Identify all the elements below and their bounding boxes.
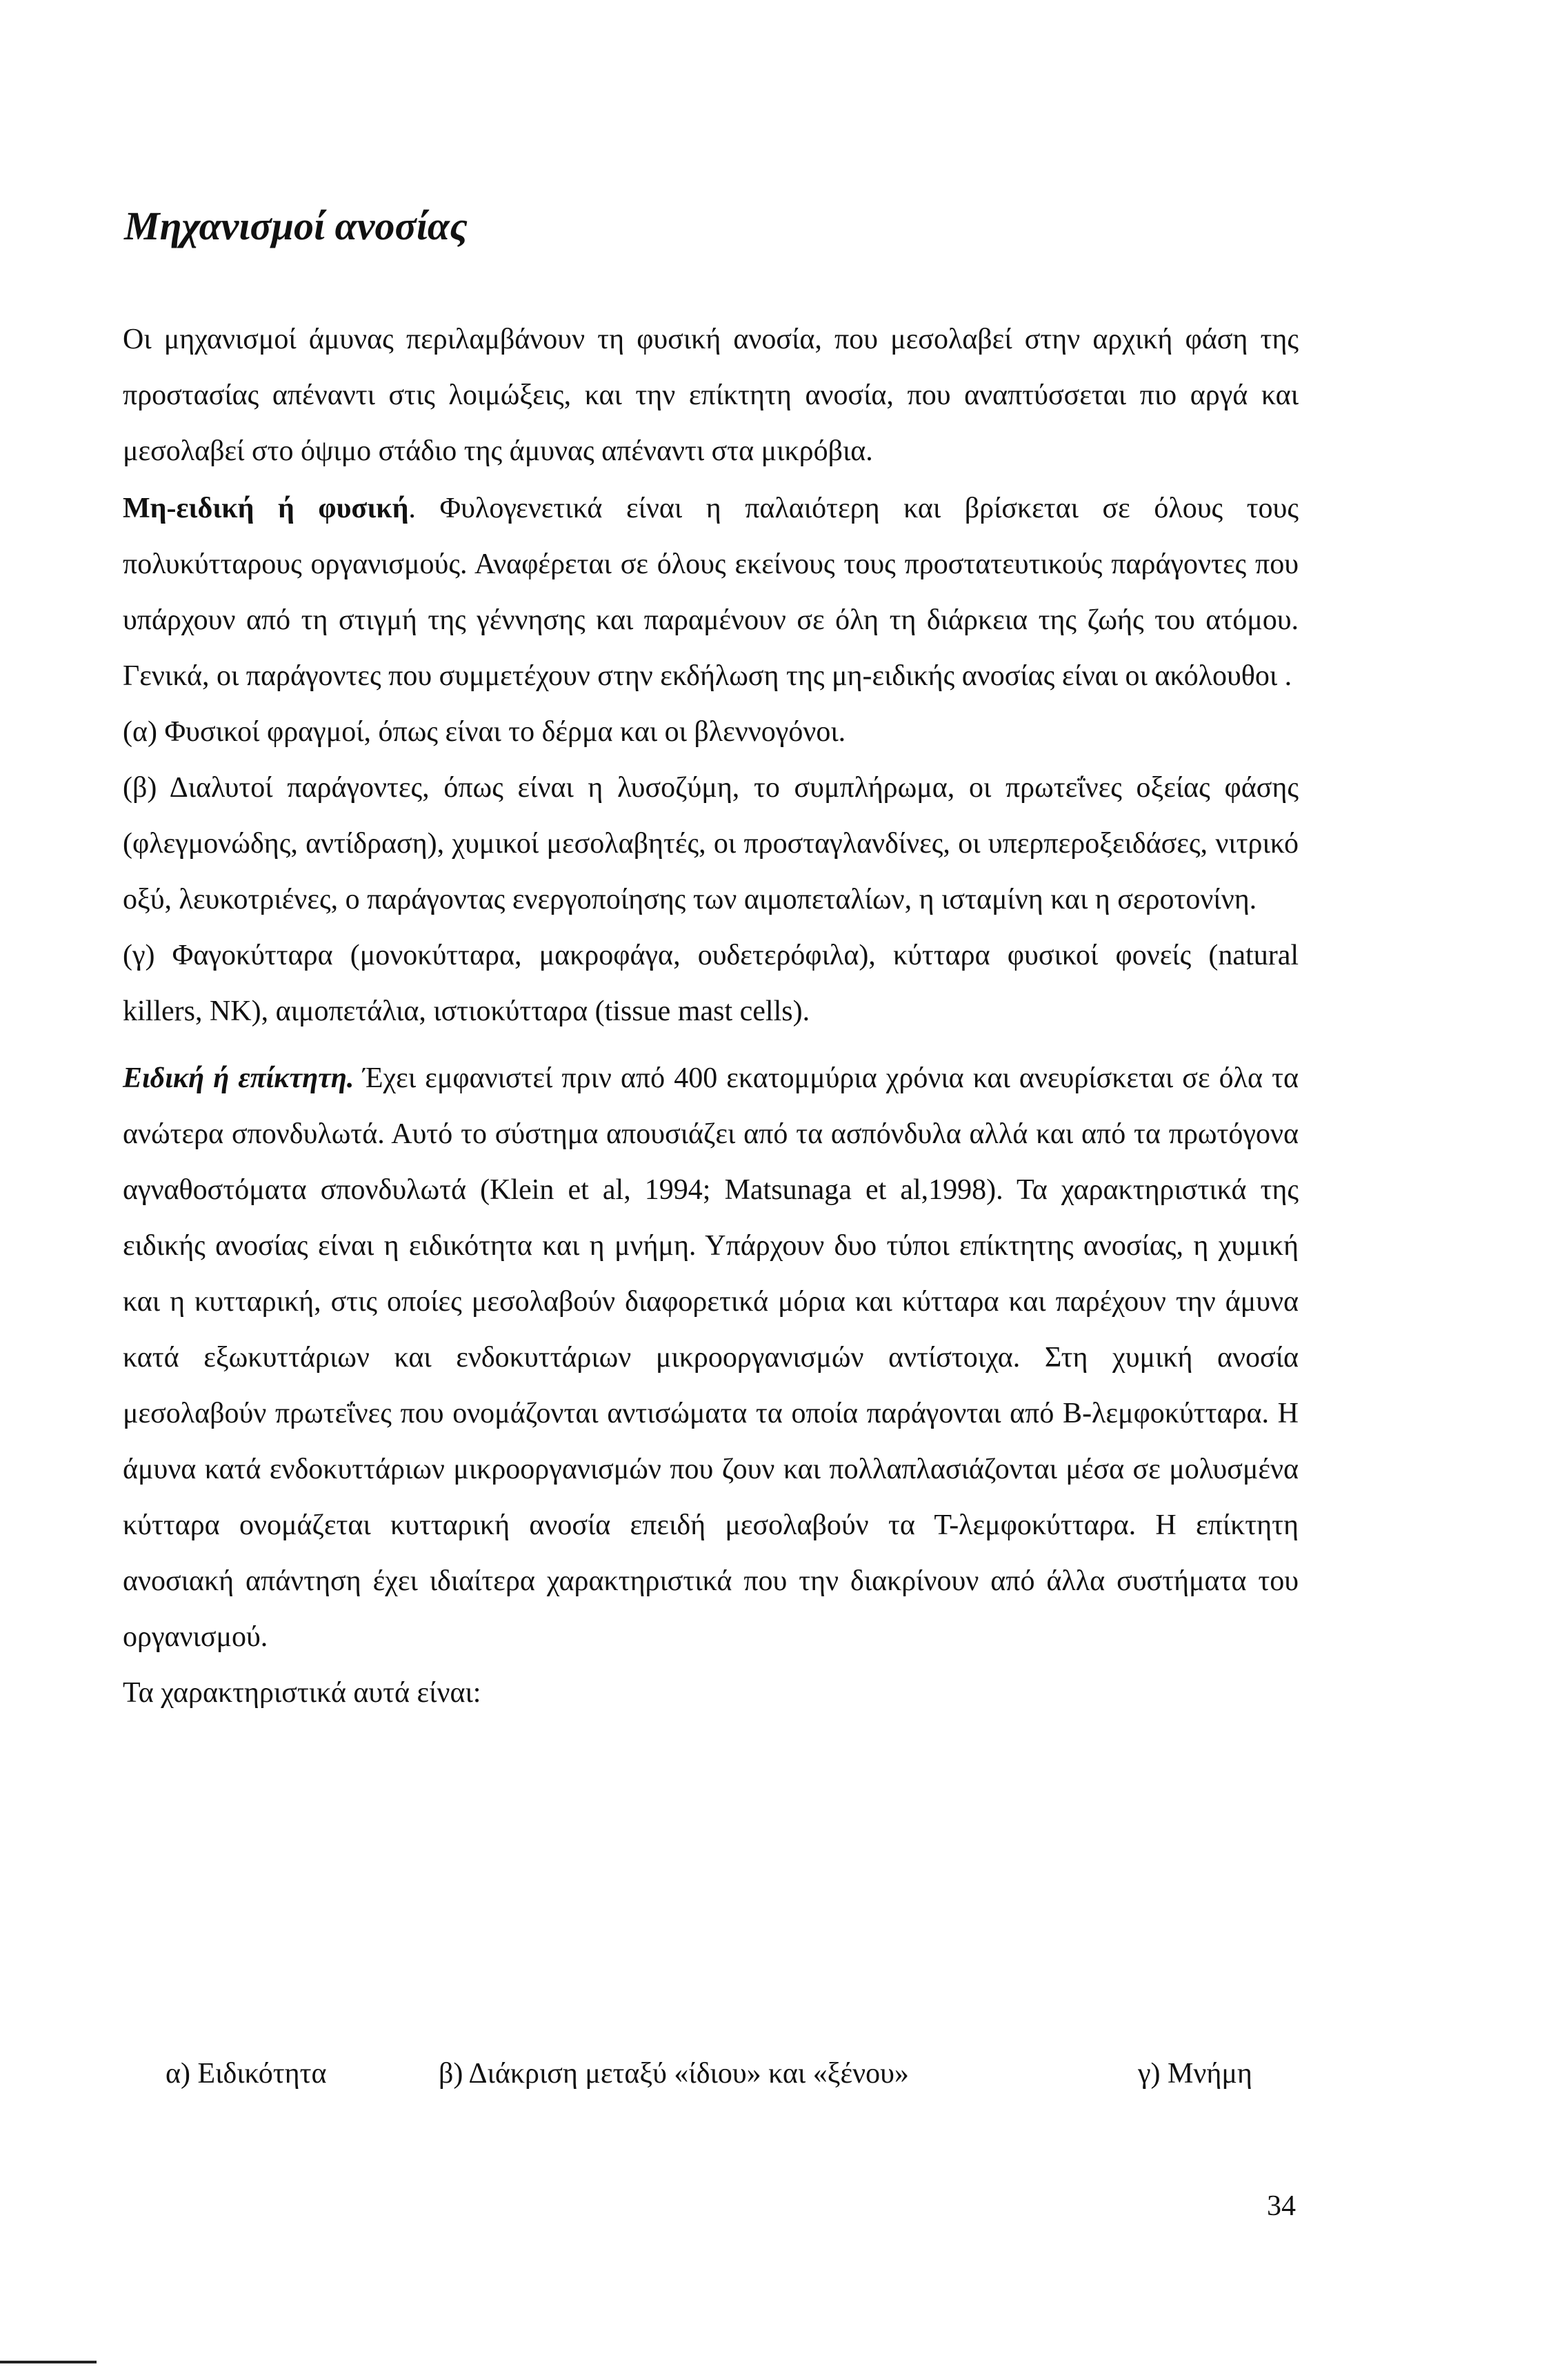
adaptive-immunity-paragraph bbox=[123, 1051, 1299, 1665]
innate-immunity-paragraph bbox=[123, 481, 1299, 704]
page-number: 34 bbox=[1267, 2190, 1296, 2222]
footer-rule bbox=[0, 2361, 97, 2363]
innate-immunity-term: Μη-ειδική ή φυσική bbox=[123, 493, 409, 524]
intro-paragraph: Οι μηχανισμοί άμυνας περιλαμβάνουν τη φυσική ανοσία, που μεσολαβεί στην αρχική φάση της προστασίας απέναντι στις λοιμώξεις, και την επίκτητη ανοσία, που αναπτύσσεται πιο αργά και μεσολαβεί στο όψιμο στάδιο της άμυνας απέναντι στα μικρόβια. bbox=[123, 324, 1299, 467]
factor-b-paragraph: (β) Διαλυτοί παράγοντες, όπως είναι η λυσοζύμη, το συμπλήρωμα, οι πρωτεΐνες οξείας φάσης (φλεγμονώδης, αντίδραση), χυμικοί μεσολαβητές, οι προσταγλανδίνες, οι υπερπεροξειδάσες, νιτρικό οξύ, λευκοτριένες, ο παράγοντας ενεργοποίησης των αιμοπεταλίων, η ισταμίνη και η σεροτονίνη. bbox=[123, 772, 1299, 915]
features-list bbox=[0, 2053, 1551, 2094]
adaptive-immunity-term: Ειδική ή επίκτητη. bbox=[123, 1062, 354, 1094]
feature-self-nonself: β) Διάκριση μεταξύ «ίδιου» και «ξένου» bbox=[439, 2058, 909, 2090]
section-heading: Μηχανισμοί ανοσίας bbox=[124, 204, 468, 248]
factor-c-paragraph: (γ) Φαγοκύτταρα (μονοκύτταρα, μακροφάγα, ουδετερόφιλα), κύτταρα φυσικοί φονείς (natural killers, NK), αιμοπετάλια, ιστιοκύτταρα (tissue mast cells). bbox=[123, 940, 1299, 1027]
innate-immunity-text: . Φυλογενετικά είναι η παλαιότερη και βρίσκεται σε όλους τους πολυκύτταρους οργανισμούς. Αναφέρεται σε όλους εκείνους τους προστατευτικούς παράγοντες που υπάρχουν από τη στιγμή της γέννησης και παραμένουν σε όλη τη διάρκεια της ζωής του ατόμου. Γενικά, οι παράγοντες που συμμετέχουν στην εκδήλωση της μη-ειδικής ανοσίας είναι οι ακόλουθοι . bbox=[123, 493, 1299, 692]
body-text bbox=[123, 312, 1299, 1721]
features-intro: Τα χαρακτηριστικά αυτά είναι: bbox=[123, 1677, 481, 1709]
feature-specificity: α) Ειδικότητα bbox=[166, 2058, 327, 2090]
feature-memory: γ) Μνήμη bbox=[1138, 2058, 1252, 2090]
adaptive-immunity-text: Έχει εμφανιστεί πριν από 400 εκατομμύρια χρόνια και ανευρίσκεται σε όλα τα ανώτερα σπονδυλωτά. Αυτό το σύστημα απουσιάζει από τα ασπόνδυλα αλλά και από τα πρωτόγονα αγναθοστόματα σπονδυλωτά (Klein et al, 1994; Matsunaga et al,1998). Τα χαρακτηριστικά της ειδικής ανοσίας είναι η ειδικότητα και η μνήμη. Υπάρχουν δυο τύποι επίκτητης ανοσίας, η χυμική και η κυτταρική, στις οποίες μεσολαβούν διαφορετικά μόρια και κύτταρα και παρέχουν την άμυνα κατά εξωκυττάριων και ενδοκυττάριων μικροοργανισμών αντίστοιχα. Στη χυμική ανοσία μεσολαβούν πρωτεΐνες που ονομάζονται αντισώματα τα οποία παράγονται από Β-λεμφοκύτταρα. Η άμυνα κατά ενδοκυττάριων μικροοργανισμών που ζουν και πολλαπλασιάζονται μέσα σε μολυσμένα κύτταρα ονομάζεται κυτταρική ανοσία επειδή μεσολαβούν τα Τ-λεμφοκύτταρα. Η επίκτητη ανοσιακή απάντηση έχει ιδιαίτερα χαρακτηριστικά που την διακρίνουν από άλλα συστήματα του οργανισμού. bbox=[123, 1062, 1299, 1653]
factor-a-paragraph: (α) Φυσικοί φραγμοί, όπως είναι το δέρμα και οι βλεννογόνοι. bbox=[123, 716, 846, 748]
